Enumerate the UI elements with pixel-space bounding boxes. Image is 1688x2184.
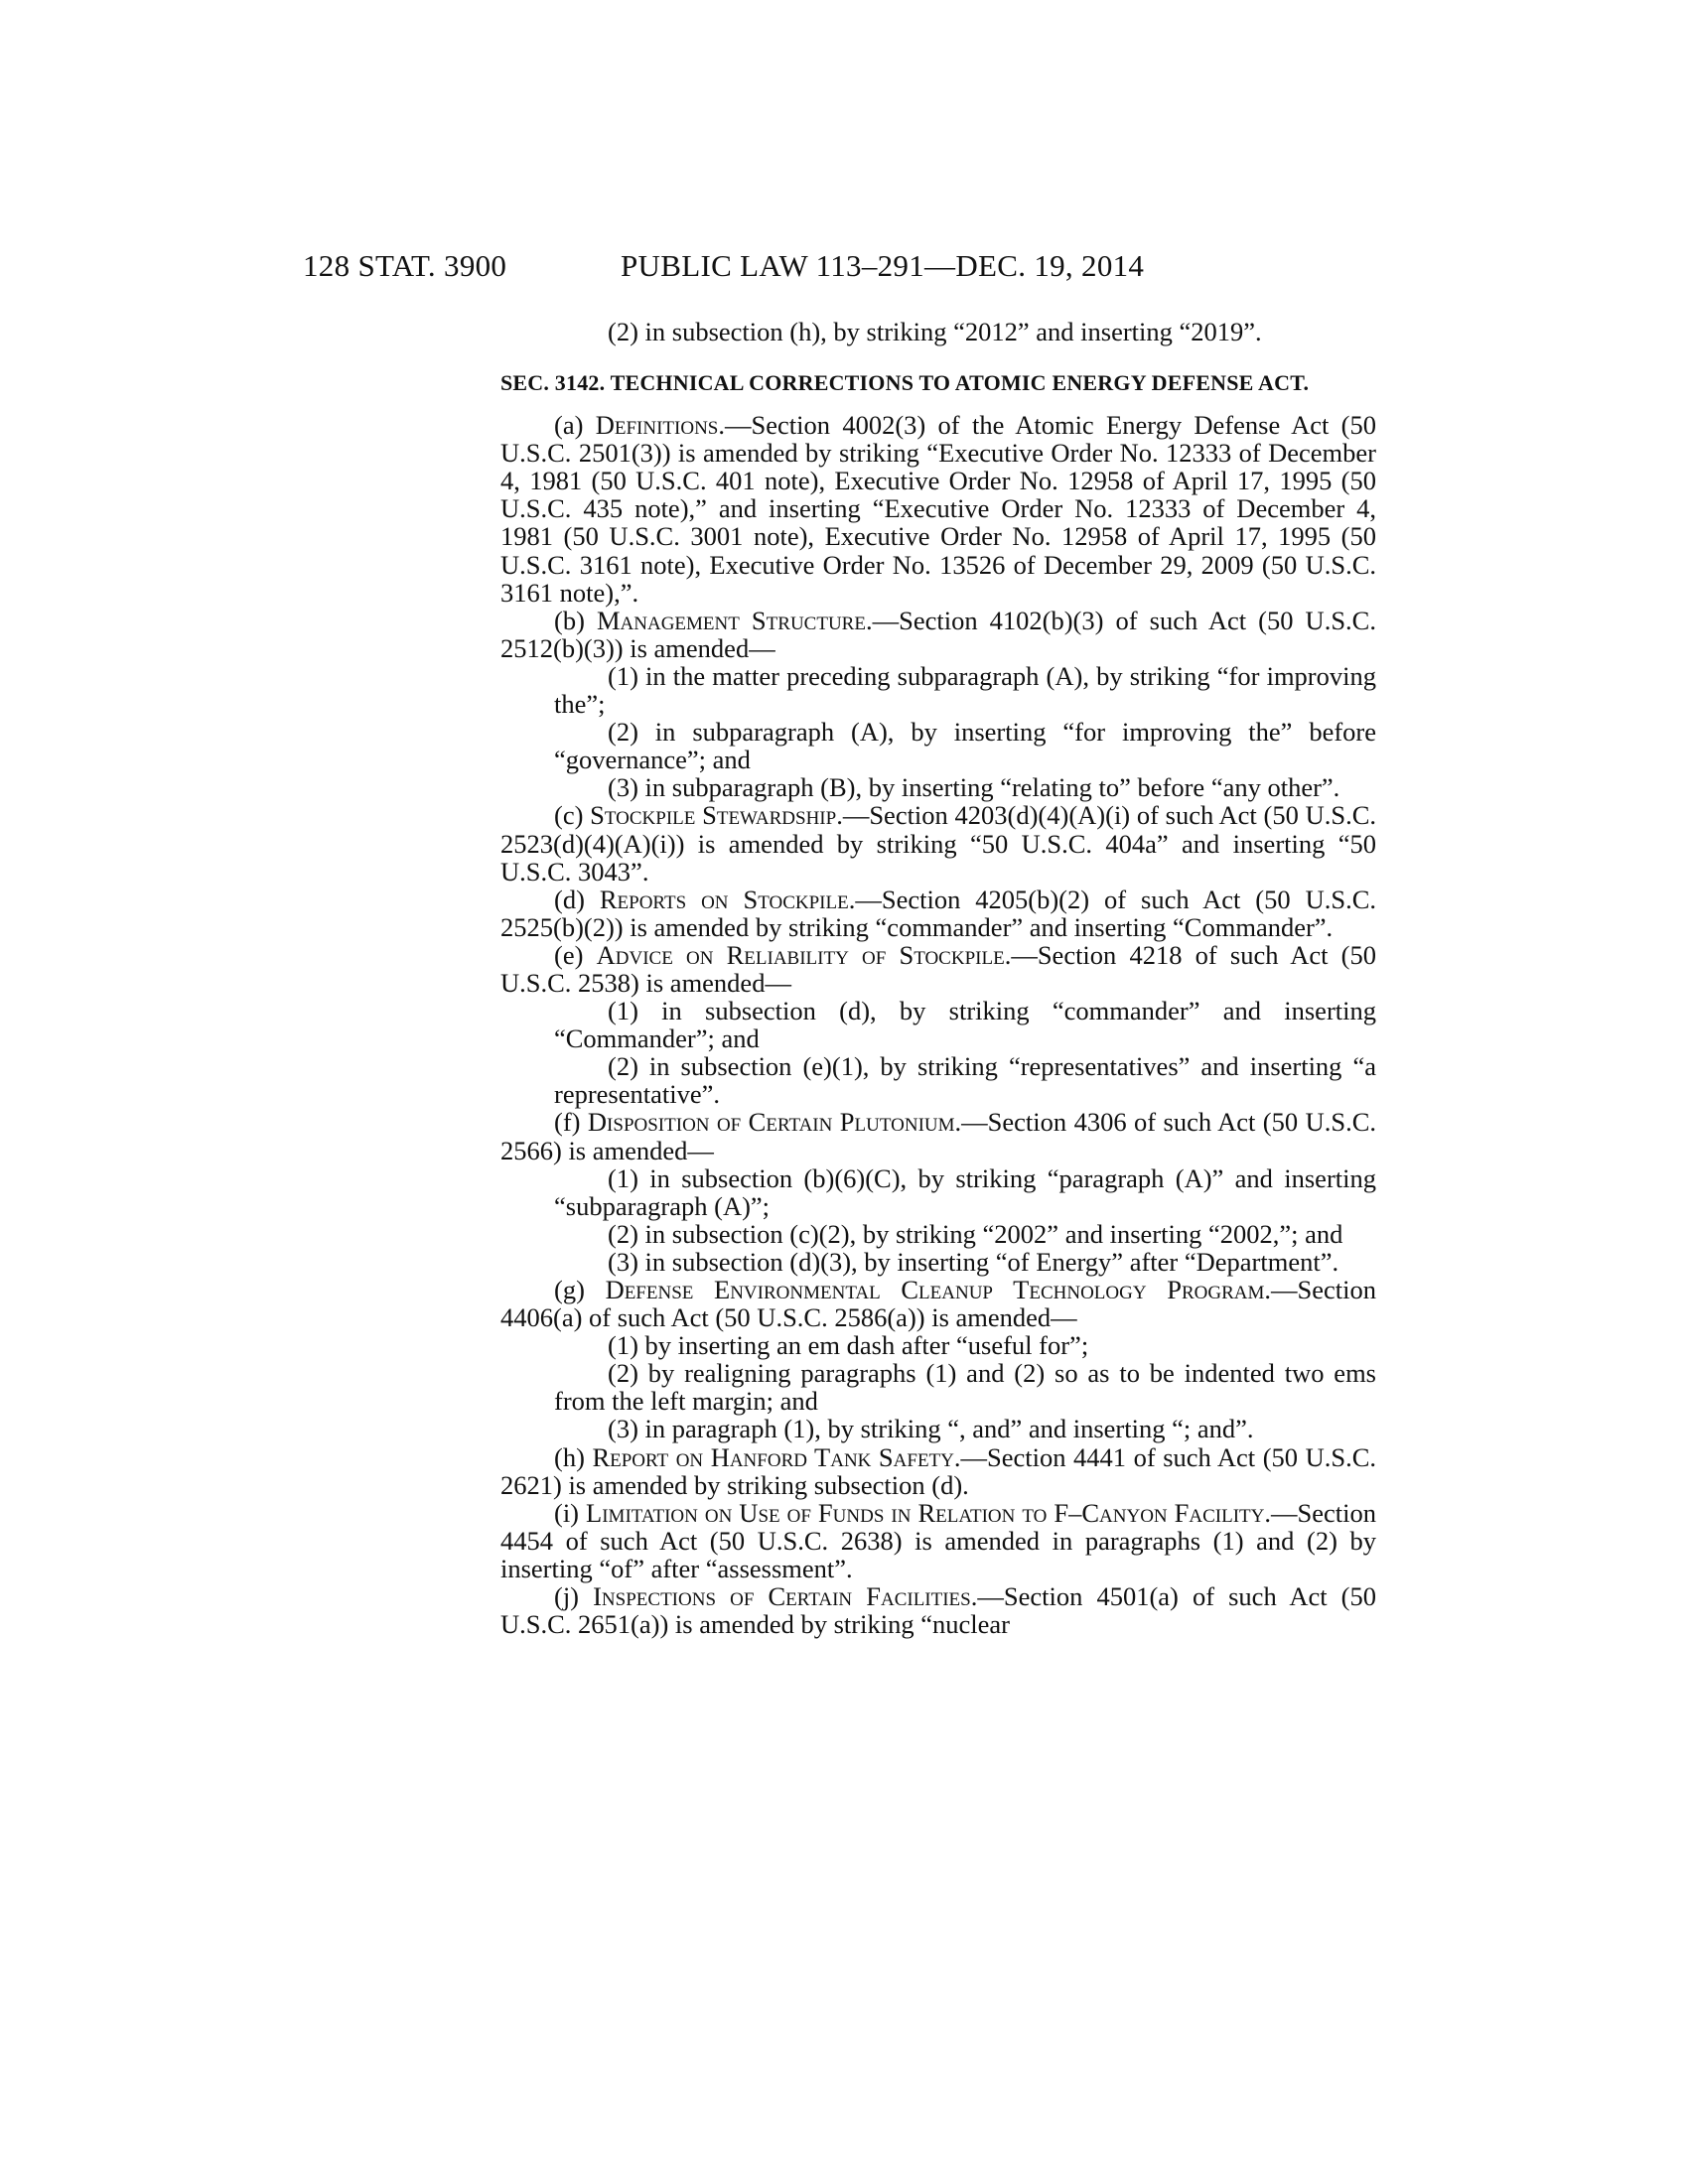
paragraph-2-continuation: (2) in subsection (h), by striking “2012” and inserting “2019”. [608, 317, 1262, 346]
subsection-j-heading: Inspections of Certain Facilities [593, 1581, 971, 1612]
subsection-f [500, 1108, 1376, 1163]
subsection-b-item-2: (2) in subparagraph (A), by inserting “for improving the” before “governance”; and [554, 717, 1376, 775]
subsection-b-item-1: (1) in the matter preceding subparagraph (A), by striking “for improving the”; [554, 660, 1376, 720]
subsection-e [500, 941, 1376, 997]
subsection-g-item-2: (2) by realigning paragraphs (1) and (2) so as to be indented two ems from the left margin; and [554, 1358, 1376, 1417]
subsection-b [500, 607, 1376, 662]
subsection-a [500, 411, 1376, 607]
subsection-f-text: .—Section 4306 of such Act (50 U.S.C. 2566) is amended— [500, 1107, 1376, 1165]
page-header [303, 248, 1375, 288]
subsection-c-label: (c) [554, 800, 591, 831]
subsection-e-text: .—Section 4218 of such Act (50 U.S.C. 2538) is amended— [500, 939, 1376, 998]
subsection-g-heading: Defense Environmental Cleanup Technology Program [605, 1275, 1265, 1304]
subsection-g-label: (g) [554, 1275, 606, 1304]
subsection-a-heading: Definitions [595, 410, 719, 441]
document-body [500, 318, 1376, 1638]
subsection-f-item-1: (1) in subsection (b)(6)(C), by striking “paragraph (A)” and inserting “subparagraph (A)”; [554, 1162, 1376, 1221]
subsection-g-item-1: (1) by inserting an em dash after “useful for”; [608, 1330, 1089, 1361]
subsection-g-item-3: (3) in paragraph (1), by striking “, and” and inserting “; and”. [608, 1414, 1254, 1444]
subsection-a-label: (a) [554, 410, 596, 441]
subsection-e-label: (e) [554, 939, 597, 970]
subsection-f-heading: Disposition of Certain Plutonium [587, 1107, 955, 1138]
subsection-d-heading: Reports on Stockpile [599, 884, 849, 914]
subsection-c-text: .—Section 4203(d)(4)(A)(i) of such Act (50 U.S.C. 2523(d)(4)(A)(i)) is amended by striking “50 U.S.C. 404a” and inserting “50 U.S.C. 3043”. [500, 800, 1376, 887]
subsection-d [500, 886, 1376, 941]
subsection-b-item-3: (3) in subparagraph (B), by inserting “relating to” before “any other”. [608, 772, 1340, 803]
subsection-f-label: (f) [554, 1107, 588, 1138]
running-head: PUBLIC LAW 113–291—DEC. 19, 2014 [621, 248, 1145, 283]
subsection-b-heading: Management Structure [596, 605, 866, 635]
subsection-e-heading: Advice on Reliability of Stockpile [596, 939, 1005, 970]
subsection-h-heading: Report on Hanford Tank Safety [592, 1441, 954, 1472]
subsection-h-text: .—Section 4441 of such Act (50 U.S.C. 2621) is amended by striking subsection (d). [500, 1441, 1376, 1500]
subsection-g [500, 1276, 1376, 1331]
subsection-f-item-3: (3) in subsection (d)(3), by inserting “of Energy” after “Department”. [608, 1246, 1339, 1277]
subsection-i [500, 1499, 1376, 1582]
subsection-e-item-1: (1) in subsection (d), by striking “commander” and inserting “Commander”; and [554, 996, 1376, 1054]
subsection-h [500, 1443, 1376, 1499]
subsection-d-label: (d) [554, 884, 600, 914]
subsection-f-item-2: (2) in subsection (c)(2), by striking “2002” and inserting “2002,”; and [608, 1218, 1343, 1249]
subsection-c [500, 801, 1376, 885]
subsection-b-label: (b) [554, 605, 597, 635]
subsection-a-text: .—Section 4002(3) of the Atomic Energy Defense Act (50 U.S.C. 2501(3)) is amended by striking “Executive Order No. 12333 of December 4, 1981 (50 U.S.C. 401 note), Executive Order No. 12958 of April 17, 1995 (50 U.S.C. 435 note),” and inserting “Executive Order No. 12333 of December 4, 1981 (50 U.S.C. 3001 note), Executive Order No. 12958 of April 17, 1995 (50 U.S.C. 3161 note), Executive Order No. 13526 of December 29, 2009 (50 U.S.C. 3161 note),”. [500, 410, 1376, 608]
subsection-d-text: .—Section 4205(b)(2) of such Act (50 U.S.C. 2525(b)(2)) is amended by striking “commander” and inserting “Commander”. [500, 884, 1376, 942]
subsection-h-label: (h) [554, 1441, 593, 1472]
subsection-i-text: .—Section 4454 of such Act (50 U.S.C. 2638) is amended in paragraphs (1) and (2) by inserting “of” after “assessment”. [500, 1497, 1376, 1583]
subsection-c-heading: Stockpile Stewardship [590, 800, 837, 831]
subsection-j-label: (j) [554, 1581, 594, 1612]
subsection-i-heading: Limitation on Use of Funds in Relation to F–Canyon Facility [586, 1497, 1265, 1528]
subsection-g-text: .—Section 4406(a) of such Act (50 U.S.C. 2586(a)) is amended— [500, 1275, 1376, 1333]
subsection-b-text: .—Section 4102(b)(3) of such Act (50 U.S.C. 2512(b)(3)) is amended— [500, 605, 1376, 663]
subsection-j [500, 1582, 1376, 1638]
statute-page-number: 128 STAT. 3900 [303, 248, 507, 283]
subsection-j-text: .—Section 4501(a) of such Act (50 U.S.C. 2651(a)) is amended by striking “nuclear [500, 1581, 1376, 1640]
subsection-e-item-2: (2) in subsection (e)(1), by striking “representatives” and inserting “a representative”. [554, 1051, 1376, 1110]
subsection-i-label: (i) [554, 1497, 587, 1528]
section-heading: SEC. 3142. TECHNICAL CORRECTIONS TO ATOMIC ENERGY DEFENSE ACT. [500, 370, 1310, 396]
